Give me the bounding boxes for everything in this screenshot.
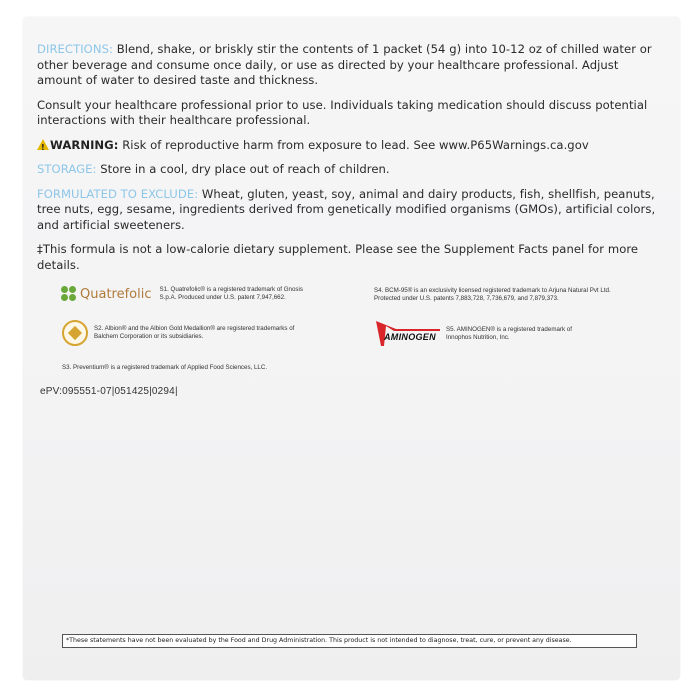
trademark-s1-text	[160, 286, 304, 302]
formula-note-text: ‡This formula is not a low-calorie dietary supplement. Please see the Supplement Facts panel for more details.	[37, 242, 639, 272]
exclude-paragraph	[37, 187, 665, 234]
directions-paragraph	[37, 42, 665, 89]
trademark-s4	[374, 287, 611, 303]
trademark-s2-line1: S2. Albion® and the Albion Gold Medallion® are registered trademarks of	[94, 325, 295, 332]
warning-paragraph	[37, 138, 665, 154]
epv-code: ePV:095551-07|051425|0294|	[40, 386, 178, 397]
trademark-s2-line2: Balchem Corporation or its subsidiaries.	[94, 333, 204, 340]
trademark-s1-line1: S1. Quatrefolic® is a registered trademark of Gnosis	[159, 286, 303, 293]
fda-disclaimer: *These statements have not been evaluated by the Food and Drug Administration. This product is not intended to diagnose, treat, cure, or prevent any disease.	[62, 634, 637, 648]
trademark-s3	[62, 364, 267, 372]
quatrefolic-wordmark: Quatrefolic	[80, 286, 152, 302]
storage-paragraph	[37, 162, 665, 178]
trademark-s3-text	[62, 364, 267, 372]
storage-text: Store in a cool, dry place out of reach of children.	[96, 162, 390, 176]
trademark-s4-line1: S4. BCM-95® is an exclusivity licensed registered trademark to Arjuna Natural Pvt Ltd.	[374, 287, 611, 294]
storage-label: STORAGE:	[37, 162, 97, 176]
label-content	[37, 42, 665, 282]
consult-paragraph	[37, 98, 665, 129]
aminogen-wordmark: AMINOGEN	[384, 332, 436, 342]
trademark-s1-line2: S.p.A. Produced under U.S. patent 7,947,662.	[159, 294, 286, 301]
trademark-s2-text	[94, 325, 294, 341]
consult-text: Consult your healthcare professional prior to use. Individuals taking medication should discuss potential interactions with their healthcare professional.	[37, 97, 648, 127]
warning-triangle-icon	[37, 139, 49, 150]
trademark-s5-text	[446, 326, 572, 342]
trademark-s2	[62, 320, 294, 346]
clover-icon	[61, 286, 77, 302]
albion-medallion-icon	[62, 320, 88, 346]
directions-text: Blend, shake, or briskly stir the contents of 1 packet (54 g) into 10-12 oz of chilled water or other beverage and consume once daily, or use as directed by your healthcare professional. Adjust amount of water to desired taste and thickness.	[37, 42, 652, 87]
aminogen-logo	[374, 320, 442, 348]
trademark-s4-line2: Protected under U.S. patents 7,883,728, 7,736,679, and 7,879,373.	[374, 295, 559, 302]
trademark-s5-line1: S5. AMINOGEN® is a registered trademark of	[446, 326, 572, 333]
formula-note	[37, 242, 665, 273]
trademark-s5-line2: Innophos Nutrition, Inc.	[446, 334, 510, 341]
trademark-s1	[61, 286, 303, 302]
directions-label: DIRECTIONS:	[37, 42, 113, 56]
exclude-text: Wheat, gluten, yeast, soy, animal and dairy products, fish, shellfish, peanuts, tree nuts, egg, sesame, ingredients derived from genetically modified organisms (GMOs), artificial colors, and artificial sweeteners.	[37, 186, 656, 232]
warning-text: Risk of reproductive harm from exposure to lead. See www.P65Warnings.ca.gov	[118, 137, 589, 152]
trademark-s5	[374, 320, 572, 348]
quatrefolic-logo	[61, 286, 152, 302]
trademark-s3-line1: S3. Preventium® is a registered trademark of Applied Food Sciences, LLC.	[62, 364, 268, 371]
exclude-label: FORMULATED TO EXCLUDE:	[37, 186, 199, 201]
trademark-s4-text	[374, 287, 611, 303]
warning-label: WARNING:	[50, 137, 119, 152]
